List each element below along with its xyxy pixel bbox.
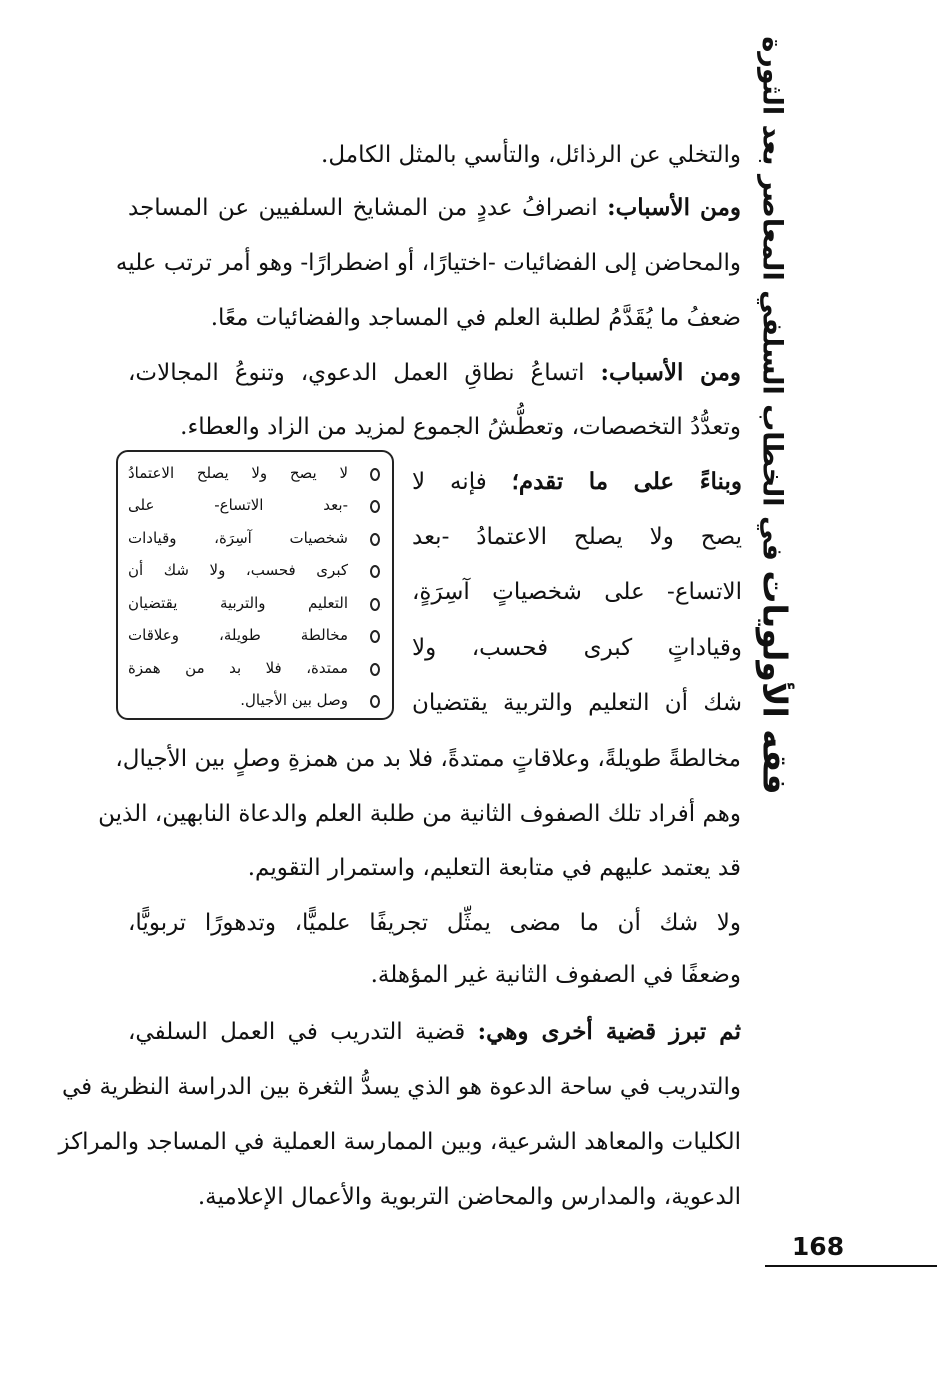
ring-ornament-icon: [370, 663, 380, 676]
section-lead: ومن الأسباب:: [600, 359, 741, 386]
section-lead: ومن الأسباب:: [607, 194, 741, 221]
body-line-14: الكليات والمعاهد الشرعية، وبين الممارسة العملية في المساجد والمراكز: [58, 1129, 741, 1155]
column-line-1: [412, 467, 742, 497]
body-line-12: [128, 1017, 741, 1047]
body-line-1: والتخلي عن الرذائل، والتأسي بالمثل الكامل.: [321, 142, 741, 168]
column-line-1-text: فإنه لا: [412, 469, 512, 495]
pull-quote-line: كبرى فحسب، ولا شك أن: [128, 561, 348, 579]
running-head: [745, 35, 805, 795]
ring-ornament-icon: [370, 565, 380, 578]
body-line-2-text: انصرافُ عددٍ من المشايخ السلفيين عن المساجد: [128, 195, 608, 221]
pull-quote-line: شخصيات آسِرَة، وقيادات: [128, 529, 348, 547]
pull-quote-line: ممتدة، فلا بد من همزة: [128, 659, 348, 677]
column-line-4: وقياداتٍ كبرى فحسب، ولا: [412, 635, 742, 661]
body-line-7: مخالطةً طويلةً، وعلاقاتٍ ممتدةً، فلا بد من همزةِ وصلٍ بين الأجيال،: [115, 746, 741, 772]
ring-ornament-icon: [370, 695, 380, 708]
column-line-3: الاتساع- على شخصياتٍ آسِرَةٍ،: [412, 579, 742, 605]
pull-quote-line: -بعد الاتساع- على: [128, 496, 348, 514]
book-title-subtitle: في الخطاب السلفي المعاصر بعد الثورة: [756, 35, 788, 561]
body-line-13: والتدريب في ساحة الدعوة هو الذي يسدُّ الثغرة بين الدراسة النظرية في: [61, 1074, 741, 1100]
body-line-9: قد يعتمد عليهم في متابعة التعليم، واستمرار التقويم.: [247, 855, 741, 881]
ring-ornament-icon: [370, 533, 380, 546]
section-lead: وبناءً على ما تقدم؛: [511, 468, 742, 495]
ring-ornament-icon: [370, 598, 380, 611]
pull-quote-line: وصل بين الأجيال.: [240, 691, 348, 709]
body-line-5: [128, 358, 741, 388]
body-line-4: ضعفُ ما يُقَدَّمُ لطلبة العلم في المساجد والفضائيات معًا.: [210, 305, 741, 331]
pull-quote-box: [116, 450, 394, 720]
body-line-15: الدعوية، والمدارس والمحاضن التربوية والأعمال الإعلامية.: [197, 1184, 741, 1210]
body-line-11: وضعفًا في الصفوف الثانية غير المؤهلة.: [370, 962, 741, 988]
column-line-5: شك أن التعليم والتربية يقتضيان: [412, 690, 742, 716]
pull-quote-line: مخالطة طويلة، وعلاقات: [128, 626, 348, 644]
body-line-5-text: اتساعُ نطاقِ العمل الدعوي، وتنوعُ المجالات،: [128, 360, 601, 386]
body-line-3: والمحاضن إلى الفضائيات -اختيارًا، أو اضطرارًا- وهو أمر ترتب عليه: [115, 250, 741, 276]
pull-quote-line: التعليم والتربية يقتضيان: [128, 594, 348, 612]
pull-quote-line: لا يصح ولا يصلح الاعتمادُ: [128, 464, 348, 482]
body-line-10: ولا شك أن ما مضى يمثِّل تجريفًا علميًّا، وتدهورًا تربويًّا،: [128, 910, 741, 936]
ring-ornament-icon: [370, 500, 380, 513]
ring-ornament-icon: [370, 468, 380, 481]
footer-rule: [765, 1265, 937, 1267]
body-line-8: وهم أفراد تلك الصفوف الثانية من طلبة العلم والدعاة النابهين، الذين: [98, 801, 741, 827]
body-line-6: وتعدُّدُ التخصصات، وتعطُّشُ الجموع لمزيد من الزاد والعطاء.: [180, 414, 741, 440]
column-line-2: يصح ولا يصلح الاعتمادُ -بعد: [412, 524, 742, 550]
body-line-2: [128, 193, 741, 223]
section-lead: ثم تبرز قضية أخرى وهي:: [477, 1018, 741, 1045]
body-line-12-text: قضية التدريب في العمل السلفي،: [128, 1019, 478, 1045]
book-title-main: فقه الأولويات: [755, 569, 795, 795]
running-head-text: [756, 36, 795, 794]
page-number: 168: [791, 1232, 845, 1261]
ring-ornament-icon: [370, 630, 380, 643]
